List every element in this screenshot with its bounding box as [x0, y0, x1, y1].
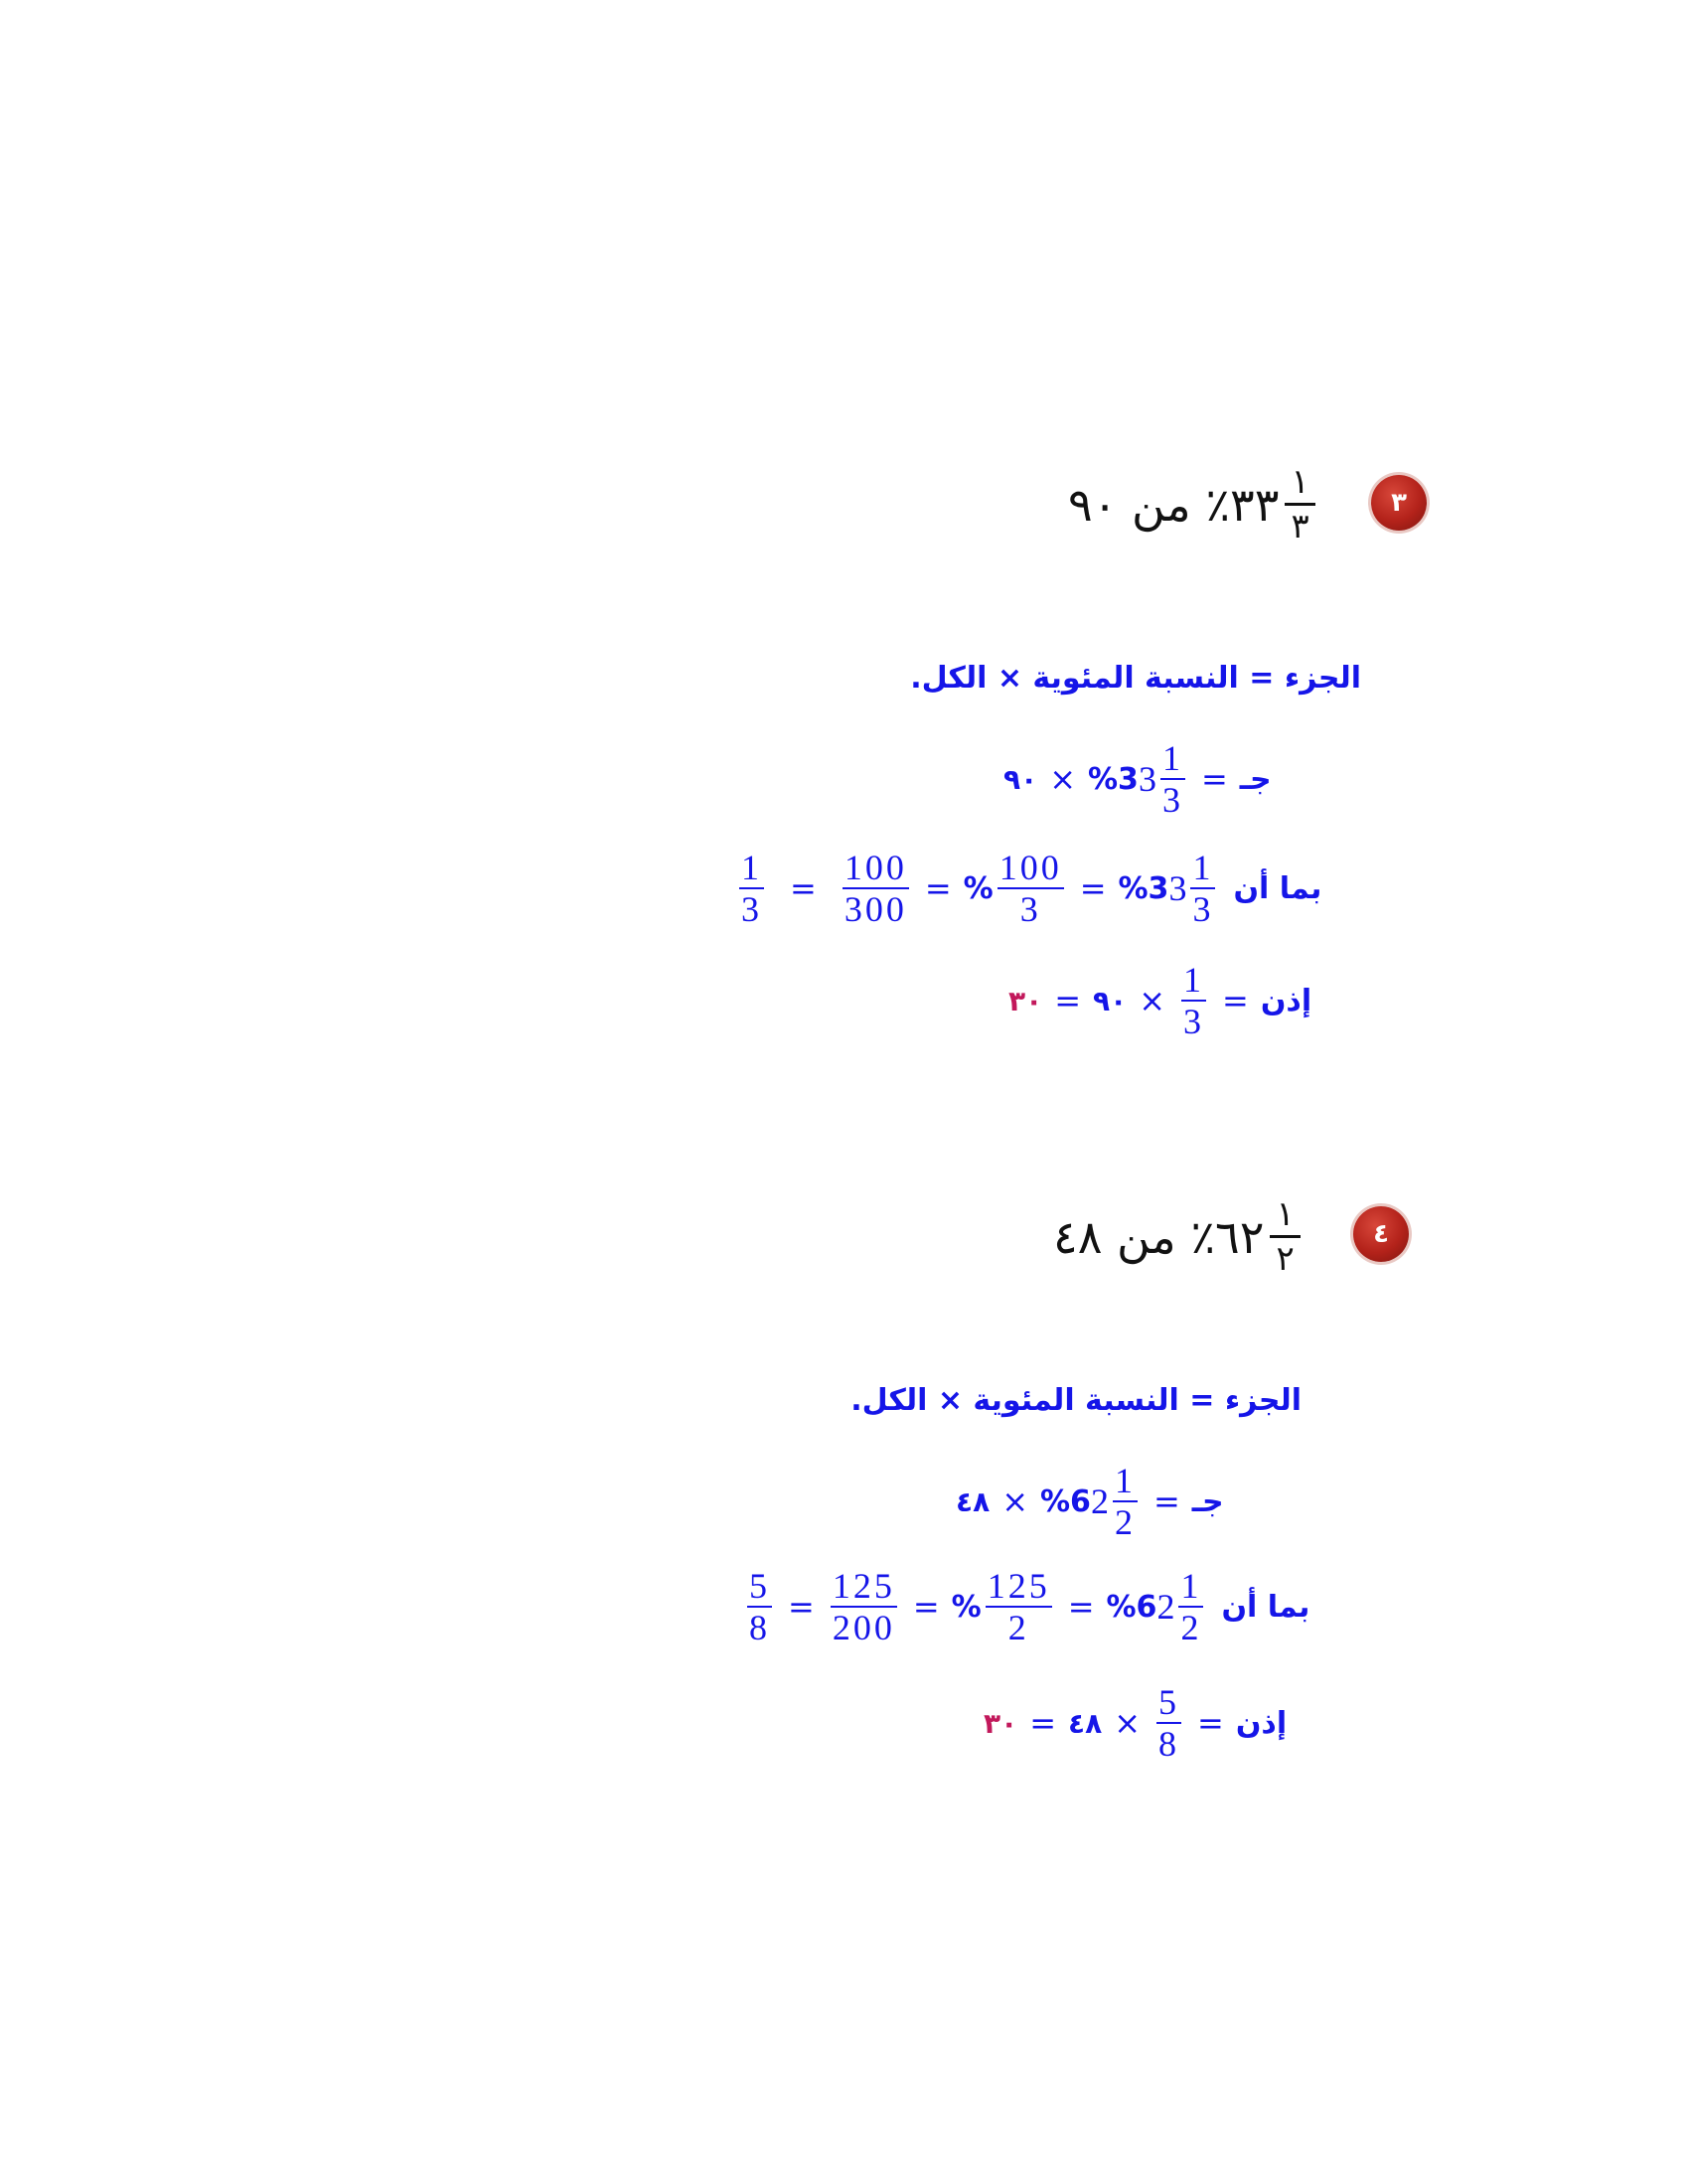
- mixed-whole: 2: [1156, 1587, 1175, 1627]
- step-line-2: [735, 850, 1321, 927]
- equals-symbol: =: [1029, 1704, 1056, 1742]
- equals-symbol: =: [1067, 1588, 1095, 1626]
- equals-symbol: =: [790, 869, 817, 907]
- equals-symbol: =: [1200, 760, 1228, 798]
- mixed-fraction: [1113, 1463, 1138, 1540]
- equals-symbol: =: [1197, 1704, 1224, 1742]
- value-text: ٩٠: [1093, 984, 1128, 1017]
- denominator: 3: [1192, 889, 1214, 929]
- value-text: ٤٨: [1068, 1706, 1103, 1740]
- fraction-hundred: [843, 850, 909, 927]
- problem-fraction: [1270, 1194, 1300, 1279]
- fraction-percent: [998, 850, 1064, 927]
- fraction: [1181, 962, 1206, 1039]
- step-label: إذن: [1235, 1705, 1288, 1741]
- answer-value: ٣٠: [984, 1706, 1018, 1740]
- denominator: 8: [749, 1608, 770, 1647]
- numerator: 1: [741, 848, 762, 887]
- numerator: 1: [1180, 1566, 1202, 1606]
- rule-text: الجزء = النسبة المئوية × الكل.: [850, 1383, 1302, 1418]
- fraction-percent: [986, 1568, 1052, 1645]
- denominator: 3: [1019, 889, 1041, 929]
- step-line-3: [1008, 962, 1311, 1039]
- equals-symbol: =: [924, 869, 952, 907]
- mixed-number: [1107, 1568, 1208, 1645]
- percent-sign: %: [963, 870, 994, 906]
- numerator: 125: [832, 1566, 895, 1606]
- times-symbol: ×: [1001, 1482, 1028, 1520]
- mixed-number: [1119, 850, 1220, 927]
- problem-statement: [1053, 1194, 1306, 1279]
- percent-text: %3: [1118, 870, 1169, 906]
- equals-symbol: =: [788, 1588, 815, 1626]
- times-symbol: ×: [1139, 982, 1165, 1019]
- step-line-1: [956, 1463, 1224, 1540]
- step-line-1: [1003, 740, 1272, 818]
- mixed-fraction: [1190, 850, 1215, 927]
- equals-symbol: =: [1222, 982, 1249, 1019]
- rule-line: [850, 1383, 1302, 1418]
- rule-text: الجزء = النسبة المئوية × الكل.: [910, 661, 1361, 696]
- percent-text: %6: [1040, 1483, 1091, 1519]
- numerator: 1: [1114, 1461, 1136, 1500]
- problem-percent-text: ٣٣٪ من ٩٠: [1068, 477, 1280, 532]
- problem-fraction: [1285, 462, 1314, 546]
- step-line-3: [984, 1684, 1287, 1762]
- equals-symbol: =: [1079, 869, 1107, 907]
- step-label: بما أن: [1221, 1589, 1310, 1625]
- mixed-fraction: [1178, 1568, 1203, 1645]
- percent-text: %6: [1106, 1589, 1157, 1625]
- numerator: 1: [1192, 848, 1214, 887]
- fraction-denominator: ٣: [1291, 507, 1309, 546]
- lhs-symbol: جـ: [1239, 761, 1272, 797]
- numerator: 1: [1183, 960, 1204, 1000]
- step-label: بما أن: [1233, 870, 1322, 906]
- problem-number-badge: ٣: [1371, 475, 1427, 531]
- equals-symbol: =: [912, 1588, 940, 1626]
- fraction-numerator: ١: [1285, 465, 1314, 506]
- rule-line: [910, 661, 1361, 696]
- percent-sign: %: [951, 1589, 982, 1625]
- equals-symbol: =: [1054, 982, 1081, 1019]
- denominator: 2: [1180, 1608, 1202, 1647]
- mixed-number: [1040, 1463, 1142, 1540]
- result-fraction: [747, 1568, 772, 1645]
- mixed-whole: 3: [1168, 868, 1187, 908]
- denominator: 3: [1183, 1002, 1204, 1041]
- fraction-denominator: ٢: [1276, 1239, 1295, 1279]
- denominator: 300: [844, 889, 907, 929]
- equals-symbol: =: [1152, 1482, 1180, 1520]
- numerator: 100: [998, 848, 1062, 887]
- fraction-numerator: ١: [1270, 1197, 1300, 1238]
- times-symbol: ×: [1114, 1704, 1141, 1742]
- fraction-hundred: [831, 1568, 897, 1645]
- mixed-fraction: [1160, 740, 1185, 818]
- problem-number-badge: ٤: [1353, 1206, 1409, 1262]
- mixed-number: [1088, 740, 1189, 818]
- fraction: [1156, 1684, 1181, 1762]
- mixed-whole: 2: [1090, 1482, 1109, 1521]
- lhs-symbol: جـ: [1191, 1483, 1224, 1519]
- denominator: 2: [1114, 1502, 1136, 1542]
- denominator: 2: [1007, 1608, 1029, 1647]
- numerator: 5: [749, 1566, 770, 1606]
- step-line-2: [743, 1568, 1309, 1645]
- times-symbol: ×: [1049, 760, 1076, 798]
- problem-statement: [1068, 462, 1321, 546]
- numerator: 100: [844, 848, 907, 887]
- denominator: 3: [741, 889, 762, 929]
- denominator: 3: [1161, 780, 1183, 820]
- mixed-whole: 3: [1138, 759, 1156, 799]
- step-label: إذن: [1260, 983, 1312, 1018]
- denominator: 8: [1158, 1724, 1179, 1764]
- value-text: ٤٨: [956, 1484, 991, 1518]
- percent-text: %3: [1088, 761, 1139, 797]
- problem-percent-text: ٦٢٪ من ٤٨: [1053, 1209, 1265, 1264]
- denominator: 200: [832, 1608, 895, 1647]
- numerator: 125: [987, 1566, 1050, 1606]
- value-text: ٩٠: [1003, 762, 1038, 796]
- numerator: 5: [1158, 1682, 1179, 1722]
- numerator: 1: [1161, 738, 1183, 778]
- answer-value: ٣٠: [1008, 984, 1043, 1017]
- result-fraction: [739, 850, 764, 927]
